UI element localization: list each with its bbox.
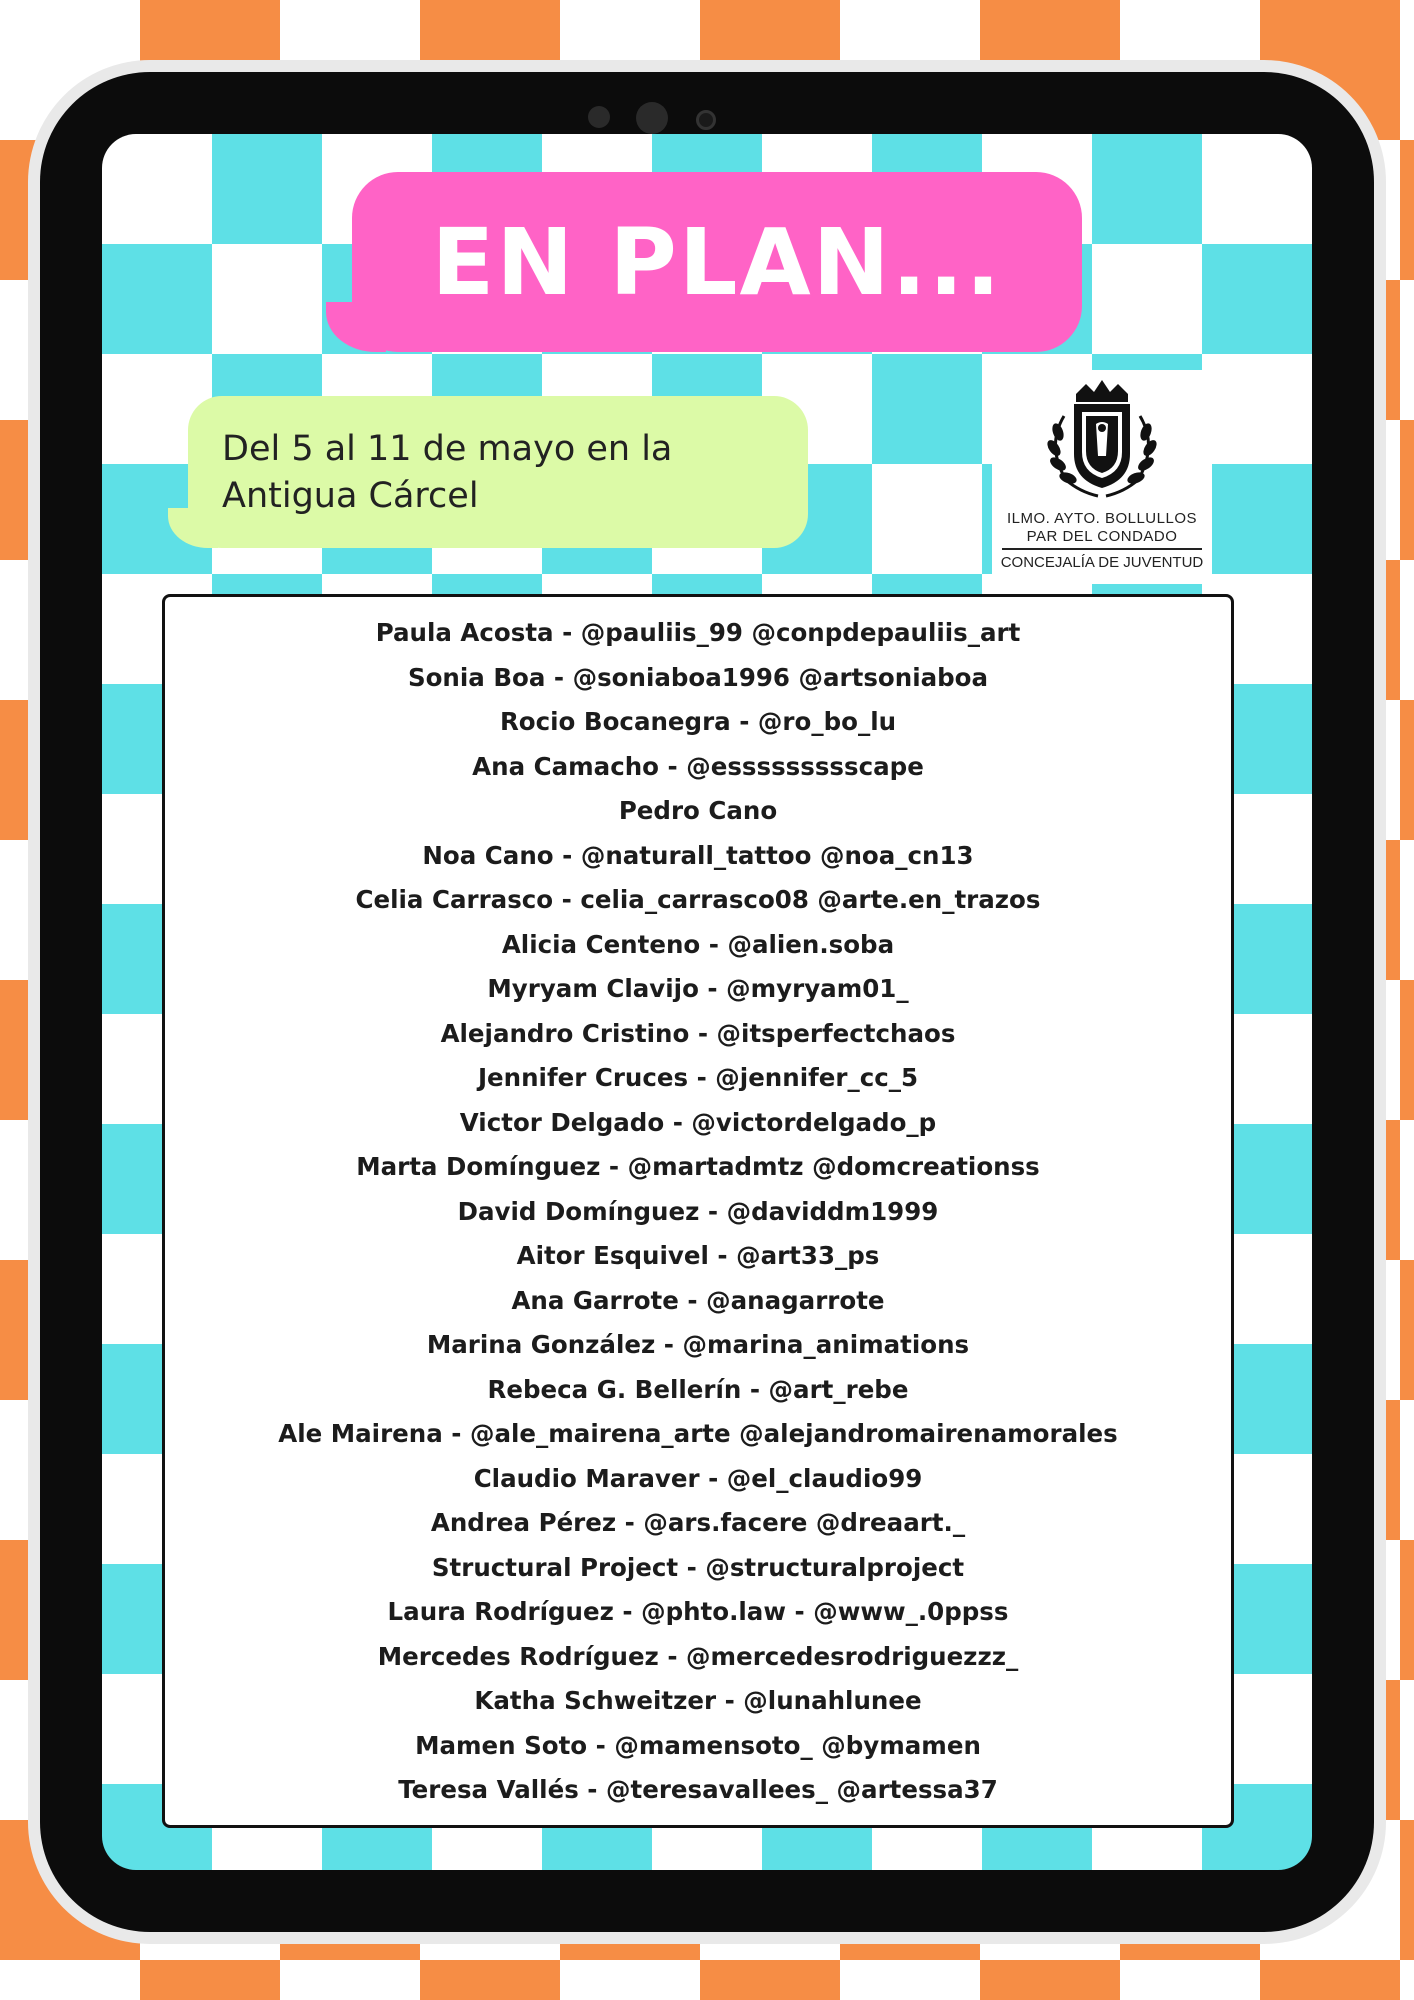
- list-item: Andrea Pérez - @ars.facere @dreaart._: [430, 1508, 966, 1537]
- list-item: Marta Domínguez - @martadmtz @domcreationss: [356, 1152, 1040, 1181]
- list-item: Mercedes Rodríguez - @mercedesrodriguezzz_: [377, 1641, 1019, 1671]
- list-item: Pedro Cano: [618, 796, 778, 825]
- logo-divider: [1002, 548, 1202, 550]
- sensor-icon: [696, 110, 716, 130]
- list-item: Celia Carrasco - celia_carrasco08 @arte.en_trazos: [355, 885, 1041, 914]
- logo-text-line3: CONCEJALÍA DE JUVENTUD: [1000, 554, 1204, 571]
- list-item: Paula Acosta - @pauliis_99 @conpdepauliis_art: [375, 618, 1021, 647]
- list-item: Jennifer Cruces - @jennifer_cc_5: [477, 1063, 919, 1092]
- list-item: Alicia Centeno - @alien.soba: [501, 929, 895, 959]
- logo-text-line2: PAR DEL CONDADO: [1026, 528, 1178, 545]
- list-item: Laura Rodríguez - @phto.law - @www_.0ppss: [387, 1597, 1009, 1626]
- camera-dot-icon: [588, 106, 610, 128]
- title-bubble: [352, 172, 1082, 352]
- tablet-screen: [102, 134, 1312, 1870]
- list-item: Katha Schweitzer - @lunahlunee: [474, 1686, 922, 1715]
- list-item: Ale Mairena - @ale_mairena_arte @alejandromairenamorales: [278, 1419, 1118, 1448]
- list-item: Teresa Vallés - @teresavallees_ @artessa37: [398, 1775, 998, 1804]
- list-item: Claudio Maraver - @el_claudio99: [473, 1463, 923, 1493]
- camera-lens-icon: [636, 102, 668, 134]
- list-item: Rebeca G. Bellerín - @art_rebe: [487, 1374, 909, 1404]
- list-item: Mamen Soto - @mamensoto_ @bymamen: [415, 1730, 981, 1760]
- tablet-frame: [40, 72, 1374, 1932]
- list-item: Aitor Esquivel - @art33_ps: [516, 1241, 880, 1270]
- list-item: Victor Delgado - @victordelgado_p: [459, 1107, 937, 1137]
- list-item: Myryam Clavijo - @myryam01_: [487, 974, 909, 1003]
- list-item: Alejandro Cristino - @itsperfectchaos: [440, 1018, 956, 1048]
- list-item: Marina González - @marina_animations: [426, 1330, 970, 1359]
- logo-text-line1: ILMO. AYTO. BOLLULLOS: [1006, 510, 1198, 527]
- list-item: Noa Cano - @naturall_tattoo @noa_cn13: [422, 840, 974, 870]
- list-item: Sonia Boa - @soniaboa1996 @artsoniaboa: [407, 662, 989, 692]
- list-item: Rocio Bocanegra - @ro_bo_lu: [499, 707, 897, 736]
- date-bubble: [188, 396, 808, 548]
- page-title: EN PLAN...: [431, 208, 1003, 316]
- list-item: Ana Camacho - @essssssssscape: [472, 751, 924, 781]
- list-item: Structural Project - @structuralproject: [431, 1552, 965, 1582]
- town-hall-logo: [992, 370, 1212, 584]
- list-item: Ana Garrote - @anagarrote: [511, 1285, 885, 1315]
- participants-list: [162, 594, 1234, 1828]
- event-dates: Del 5 al 11 de mayo en la Antigua Cárcel: [222, 429, 673, 516]
- list-item: David Domínguez - @daviddm1999: [457, 1196, 939, 1226]
- coat-of-arms-icon: [1036, 376, 1168, 504]
